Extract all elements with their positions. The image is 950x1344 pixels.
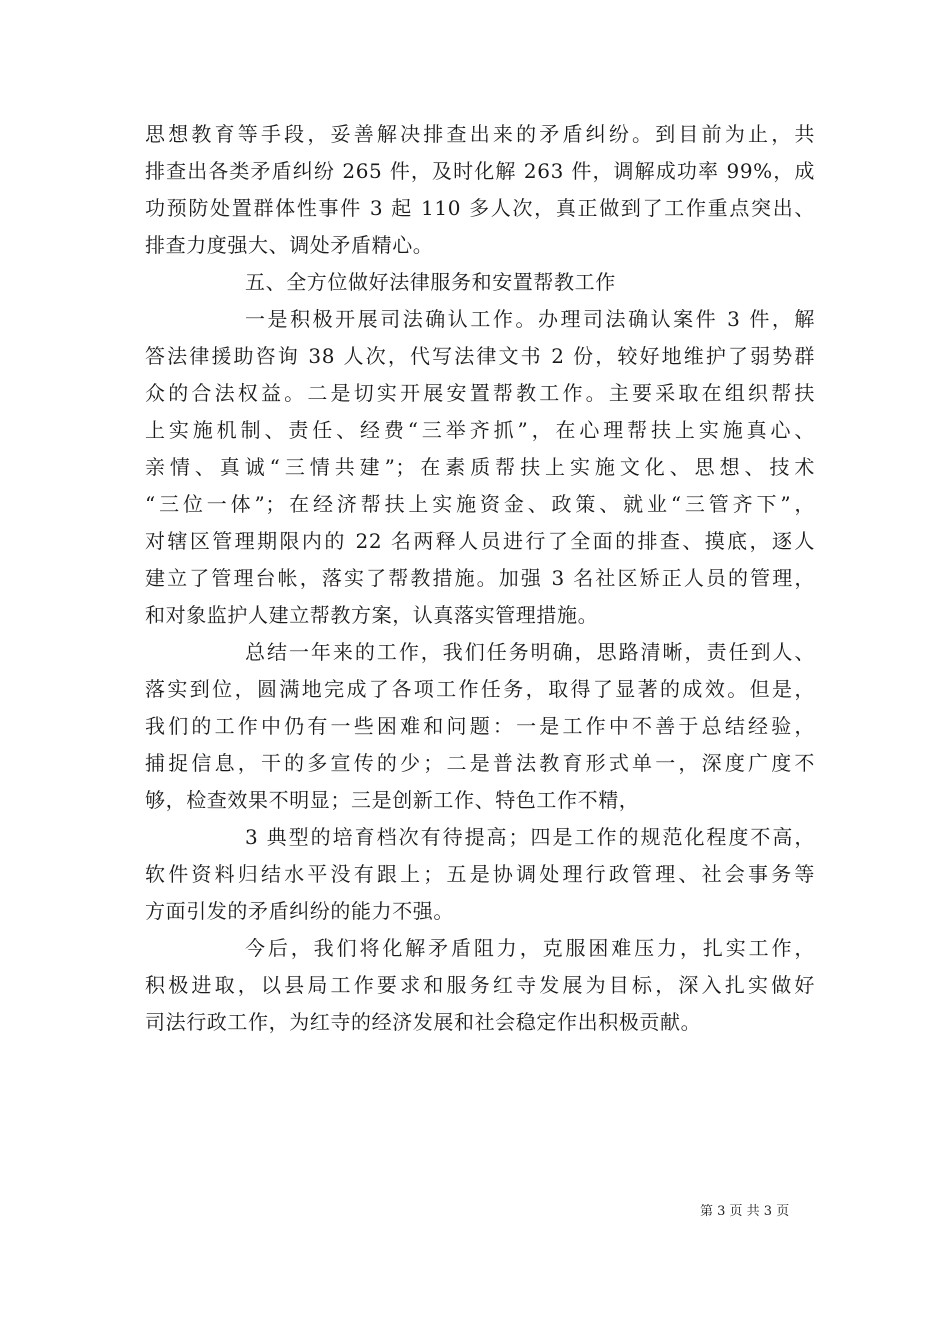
text-line: 落实到位，圆满地完成了各项工作任务，取得了显著的成效。但是， xyxy=(145,677,815,701)
text-line: 众的合法权益。二是切实开展安置帮教工作。主要采取在组织帮扶 xyxy=(145,381,815,405)
text-line: 对辖区管理期限内的 22 名两释人员进行了全面的排查、摸底，逐人 xyxy=(145,529,815,553)
text-line: 积极进取，以县局工作要求和服务红寺发展为目标，深入扎实做好 xyxy=(145,973,815,997)
text-line: 功预防处置群体性事件 3 起 110 多人次，真正做到了工作重点突出、 xyxy=(145,196,815,220)
text-line: 思想教育等手段，妥善解决排查出来的矛盾纠纷。到目前为止，共 xyxy=(145,122,815,146)
section-heading: 五、全方位做好法律服务和安置帮教工作 xyxy=(245,270,616,294)
text-line: 排查出各类矛盾纠纷 265 件，及时化解 263 件，调解成功率 99%，成 xyxy=(145,159,815,183)
text-line: 亲情、真诚“三情共建”；在素质帮扶上实施文化、思想、技术 xyxy=(145,455,815,479)
text-line: 一是积极开展司法确认工作。办理司法确认案件 3 件，解 xyxy=(245,307,815,331)
text-line: 答法律援助咨询 38 人次，代写法律文书 2 份，较好地维护了弱势群 xyxy=(145,344,815,368)
document-body xyxy=(145,116,815,1041)
text-line: 3 典型的培育档次有待提高；四是工作的规范化程度不高， xyxy=(245,825,815,849)
text-line: 排查力度强大、调处矛盾精心。 xyxy=(145,233,434,257)
text-line: 方面引发的矛盾纠纷的能力不强。 xyxy=(145,899,454,923)
text-line: “三位一体”；在经济帮扶上实施资金、政策、就业“三管齐下”， xyxy=(145,492,815,516)
text-line: 建立了管理台帐，落实了帮教措施。加强 3 名社区矫正人员的管理， xyxy=(145,566,815,590)
page-footer: 第 3 页 共 3 页 xyxy=(700,1204,790,1219)
text-line: 我们的工作中仍有一些困难和问题：一是工作中不善于总结经验， xyxy=(145,714,815,738)
text-line: 司法行政工作，为红寺的经济发展和社会稳定作出积极贡献。 xyxy=(145,1010,702,1034)
text-line: 够，检查效果不明显；三是创新工作、特色工作不精， xyxy=(145,788,640,812)
text-line: 上实施机制、责任、经费“三举齐抓”，在心理帮扶上实施真心、 xyxy=(145,418,815,442)
text-line: 总结一年来的工作，我们任务明确，思路清晰，责任到人、 xyxy=(245,640,815,664)
text-line: 捕捉信息，干的多宣传的少；二是普法教育形式单一，深度广度不 xyxy=(145,751,815,775)
text-line: 今后，我们将化解矛盾阻力，克服困难压力，扎实工作， xyxy=(245,936,815,960)
text-line: 和对象监护人建立帮教方案，认真落实管理措施。 xyxy=(145,603,599,627)
text-line: 软件资料归结水平没有跟上；五是协调处理行政管理、社会事务等 xyxy=(145,862,815,886)
